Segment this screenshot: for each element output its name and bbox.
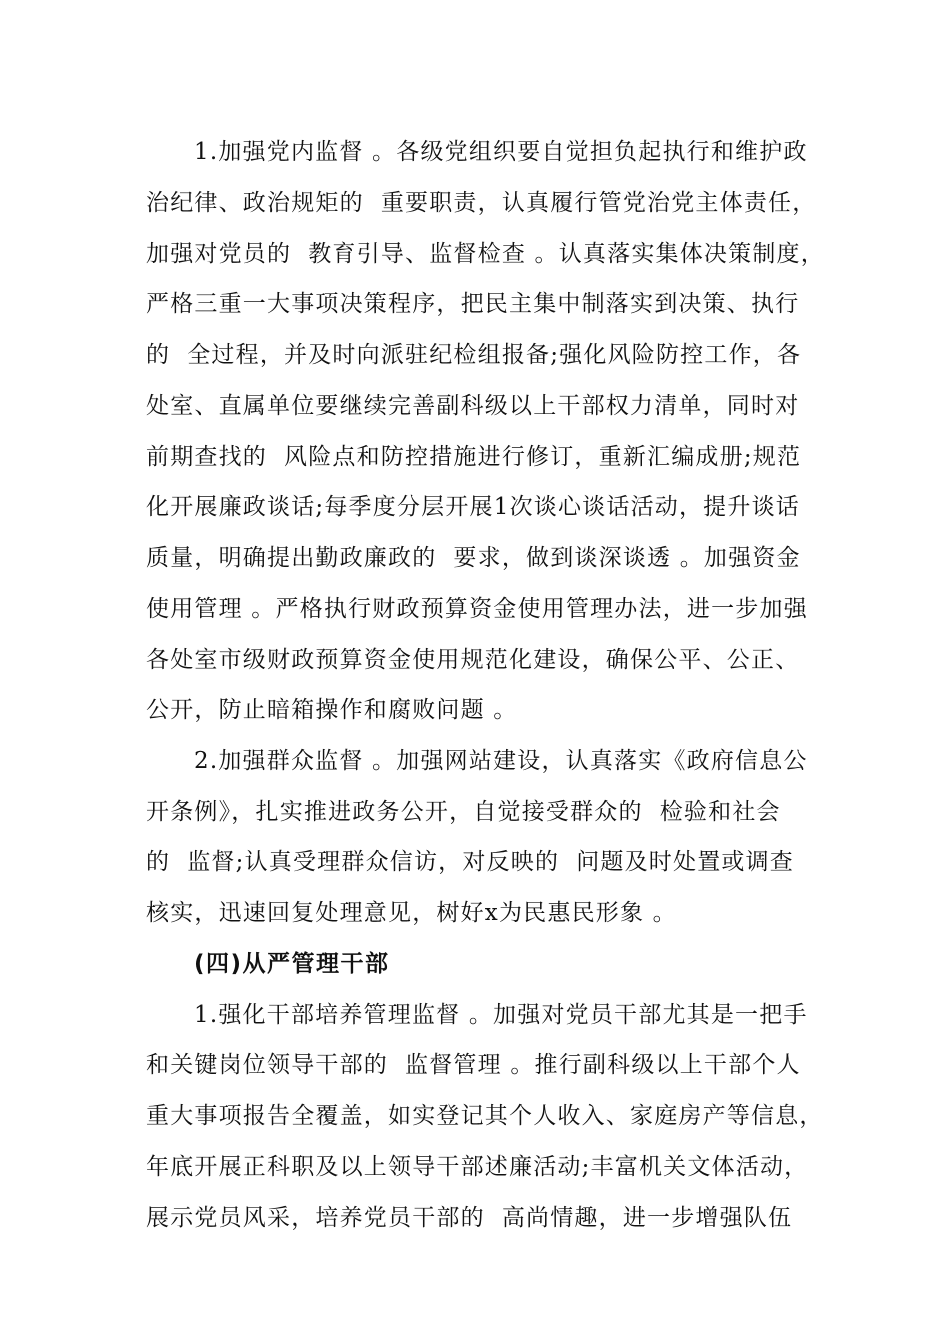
text-line-13: 2.加强群众监督 。加强网站建设，认真落实《政府信息公 [194,748,808,774]
text-line-5: 的 全过程，并及时向派驻纪检组报备;强化风险防控工作，各 [146,342,802,368]
section-heading: (四)从严管理干部 [194,951,390,977]
text-line-9: 质量，明确提出勤政廉政的 要求，做到谈深谈透 。加强资金 [146,545,801,571]
text-line-17: 1.强化干部培养管理监督 。加强对党员干部尤其是一把手 [194,1002,808,1028]
text-line-15: 的 监督;认真受理群众信访，对反映的 问题及时处置或调查 [146,849,794,875]
text-line-20: 年底开展正科职及以上领导干部述廉活动;丰富机关文体活动， [146,1154,809,1180]
text-line-2: 治纪律、政治规矩的 重要职责，认真履行管党治党主体责任， [146,190,817,216]
text-line-12: 公开，防止暗箱操作和腐败问题 。 [146,697,518,723]
text-line-8: 化开展廉政谈话;每季度分层开展1次谈心谈话活动，提升谈话 [146,494,800,520]
text-line-4: 严格三重一大事项决策程序，把民主集中制落实到决策、执行 [146,291,800,317]
text-line-7: 前期查找的 风险点和防控措施进行修订，重新汇编成册;规范 [146,444,802,470]
text-line-21: 展示党员风采，培养党员干部的 高尚情趣，进一步增强队伍 [146,1205,793,1231]
text-line-10: 使用管理 。严格执行财政预算资金使用管理办法，进一步加强 [146,596,808,622]
text-line-1: 1.加强党内监督 。各级党组织要自觉担负起执行和维护政 [194,139,808,165]
text-line-11: 各处室市级财政预算资金使用规范化建设，确保公平、公正、 [146,647,800,673]
text-line-18: 和关键岗位领导干部的 监督管理 。推行副科级以上干部个人 [146,1052,801,1078]
text-line-3: 加强对党员的 教育引导、监督检查 。认真落实集体决策制度， [146,241,825,267]
text-line-16: 核实，迅速回复处理意见，树好x为民惠民形象 。 [146,900,677,926]
text-line-14: 开条例》，扎实推进政务公开，自觉接受群众的 检验和社会 [146,799,781,825]
text-line-6: 处室、直属单位要继续完善副科级以上干部权力清单，同时对 [146,393,800,419]
text-line-19: 重大事项报告全覆盖，如实登记其个人收入、家庭房产等信息， [146,1103,824,1129]
